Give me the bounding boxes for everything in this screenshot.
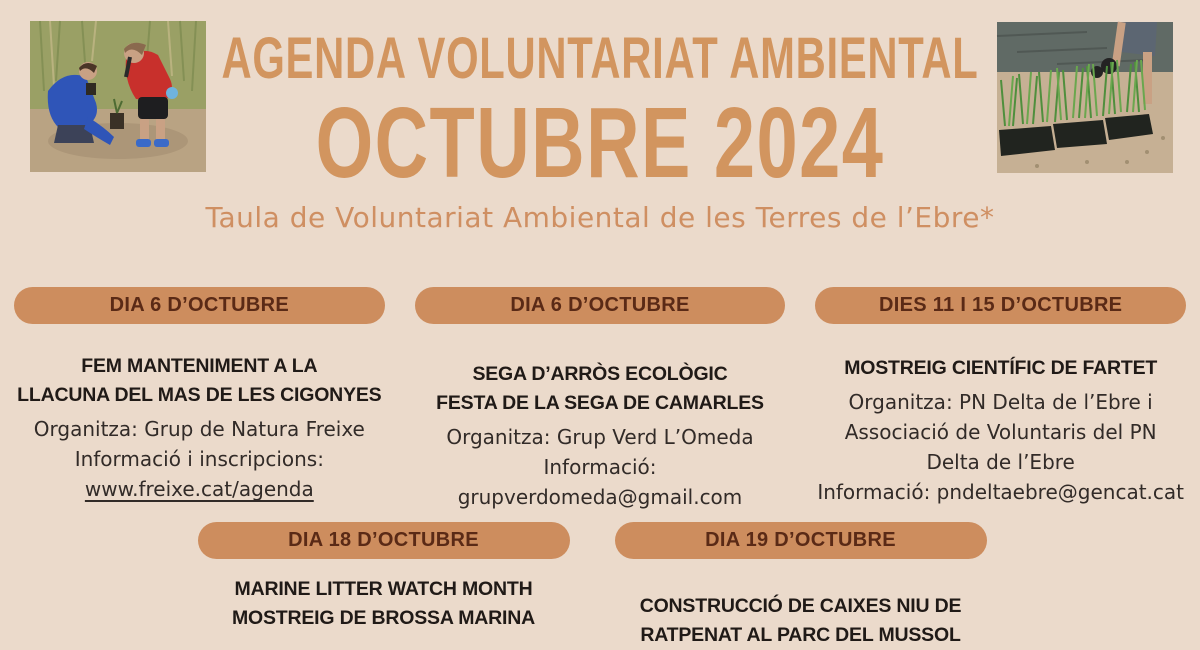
date-badge: DIES 11 I 15 D’OCTUBRE	[815, 287, 1186, 324]
events-row-1	[0, 287, 1200, 512]
poster-subtitle: Taula de Voluntariat Ambiental de les Terres de l’Ebre*	[205, 201, 995, 234]
date-badge: DIA 18 D’OCTUBRE	[198, 522, 570, 559]
poster-header	[0, 0, 1200, 234]
date-badge: DIA 6 D’OCTUBRE	[14, 287, 385, 324]
event-title: CONSTRUCCIÓ DE CAIXES NIU DE RATPENAT AL PARC DEL MUSSOL	[639, 595, 962, 646]
event-title: MARINE LITTER WATCH MONTH MOSTREIG DE BROSSA MARINA	[231, 578, 536, 629]
event-details: Organitza: Grup de Natura Freixe Informació i inscripcions: www.freixe.cat/agenda	[14, 414, 385, 504]
date-badge: DIA 19 D’OCTUBRE	[615, 522, 987, 559]
event-details: Organitza: Grup Verd L’Omeda Informació: grupverdomeda@gmail.com	[446, 425, 754, 509]
event-title: SEGA D’ARRÒS ECOLÒGIC FESTA DE LA SEGA DE CAMARLES	[436, 363, 764, 414]
event-title: MOSTREIG CIENTÍFIC DE FARTET	[844, 357, 1158, 379]
freixe-agenda-link[interactable]: www.freixe.cat/agenda	[84, 477, 314, 501]
events-row-2	[0, 522, 1192, 650]
page-title: AGENDA VOLUNTARIAT AMBIENTAL	[221, 26, 979, 91]
event-details: Organitza: PN Delta de l’Ebre i Associació de Voluntaris del PN Delta de l’Ebre Informació: pndeltaebre@gencat.cat	[817, 390, 1184, 504]
date-badge: DIA 6 D’OCTUBRE	[415, 287, 786, 324]
event-card-mostreig-fartet	[815, 287, 1186, 512]
event-card-llacuna	[14, 287, 385, 512]
page-title-month: OCTUBRE 2024	[315, 87, 885, 199]
event-card-sega-arros	[415, 287, 786, 512]
event-card-marine-litter	[198, 522, 570, 650]
event-title: FEM MANTENIMENT A LA LLACUNA DEL MAS DE LES CIGONYES	[17, 355, 382, 406]
event-card-caixes-niu	[615, 522, 987, 650]
